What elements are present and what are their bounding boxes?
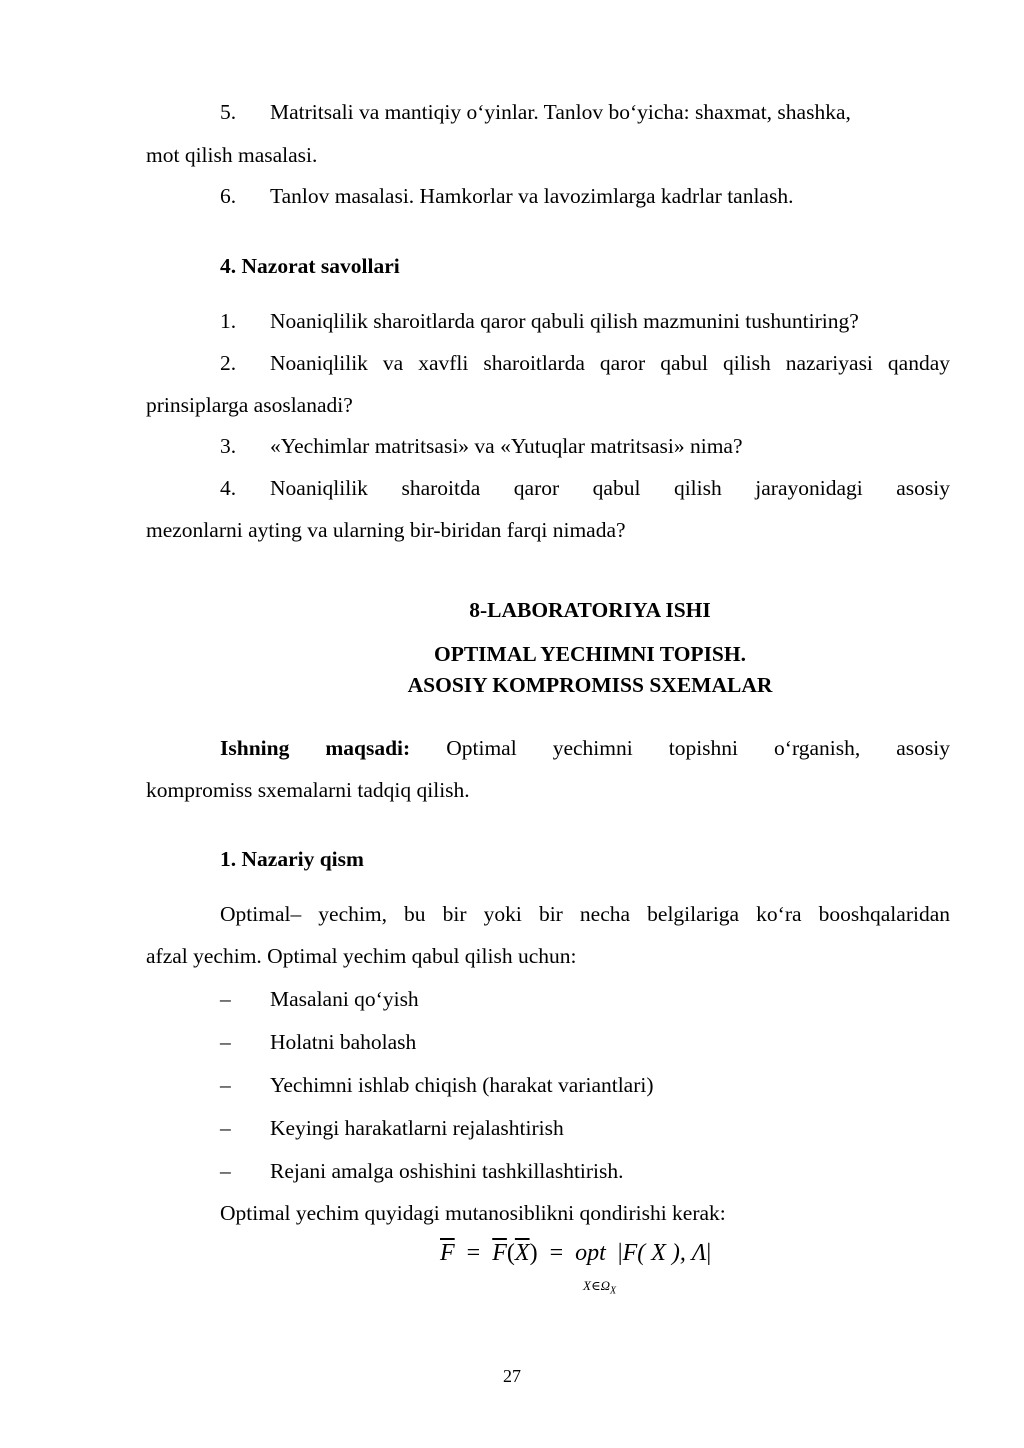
dash-bullet: –	[220, 1116, 231, 1140]
formula-lhs: $\overline{F}$	[440, 1240, 455, 1266]
goal-line	[220, 736, 950, 761]
dash-bullet: –	[220, 987, 231, 1011]
goal-label: Ishning maqsadi:	[220, 736, 411, 760]
question-number: 3.	[220, 434, 237, 458]
formula-subscript: $X\in\Omega_X$	[583, 1278, 617, 1297]
bullet-text: Masalani qo‘yish	[270, 987, 419, 1011]
question-text-continued: mezonlarni ayting va ularning bir-biridan farqi nimada?	[146, 518, 626, 542]
paragraph-line: afzal yechim. Optimal yechim qabul qilish uchun:	[146, 944, 577, 968]
question-text: Noaniqlilik sharoitlarda qaror qabuli qilish mazmunini tushuntiring?	[270, 309, 859, 333]
formula-function: $\overline{F}$	[492, 1240, 507, 1266]
formula-subscript-index: X	[609, 1285, 617, 1297]
question-text-continued: prinsiplarga asoslanadi?	[146, 393, 353, 417]
formula-argument: $\overline{X}$	[514, 1240, 530, 1266]
question-text: Noaniqlilik va xavfli sharoitlarda qaror qabul qilish nazariyasi qanday	[270, 351, 950, 375]
formula-operator: opt	[575, 1240, 606, 1266]
list-number: 6.	[220, 184, 237, 208]
question-text: «Yechimlar matritsasi» va «Yutuqlar matritsasi» nima?	[270, 434, 743, 458]
formula-equals: =	[466, 1240, 481, 1266]
bullet-text: Holatni baholash	[270, 1030, 417, 1054]
formula-equals: =	[549, 1240, 564, 1266]
list-item-text-continued: mot qilish masalasi.	[146, 143, 318, 167]
lab-title: 8-LABORATORIYA ISHI	[469, 598, 711, 622]
section-title: 1. Nazariy qism	[220, 847, 364, 871]
dash-bullet: –	[220, 1030, 231, 1054]
list-item-text: Matritsali va mantiqiy o‘yinlar. Tanlov bo‘yicha: shaxmat, shashka,	[270, 100, 851, 124]
bullet-text: Rejani amalga oshishini tashkillashtirish.	[270, 1159, 624, 1183]
bullet-text: Yechimni ishlab chiqish (harakat variantlari)	[270, 1073, 654, 1097]
list-number: 5.	[220, 100, 237, 124]
paragraph-line: Optimal– yechim, bu bir yoki bir necha belgilariga ko‘ra booshqalaridan	[220, 902, 950, 926]
bullet-text: Keyingi harakatlarni rejalashtirish	[270, 1116, 564, 1140]
dash-bullet: –	[220, 1159, 231, 1183]
question-number: 1.	[220, 309, 237, 333]
question-text: Noaniqlilik sharoitda qaror qabul qilish jarayonidagi asosiy	[270, 476, 950, 500]
question-number: 2.	[220, 351, 237, 375]
formula-intro: Optimal yechim quyidagi mutanosiblikni qondirishi kerak:	[220, 1201, 726, 1225]
question-number: 4.	[220, 476, 237, 500]
optimality-formula: $\overline{F} = \overline{F}(\overline{X})$ = opt |F( X ), Λ|	[440, 1240, 712, 1266]
goal-text-continued: kompromiss sxemalarni tadqiq qilish.	[146, 778, 470, 802]
dash-bullet: –	[220, 1073, 231, 1097]
section-title: 4. Nazorat savollari	[220, 254, 400, 278]
formula-body: F( X ), Λ	[622, 1240, 707, 1266]
page-number: 27	[503, 1366, 521, 1386]
list-item-text: Tanlov masalasi. Hamkorlar va lavozimlarga kadrlar tanlash.	[270, 184, 794, 208]
lab-subtitle: OPTIMAL YECHIMNI TOPISH.	[433, 642, 746, 666]
lab-subtitle: ASOSIY KOMPROMISS SXEMALAR	[407, 673, 773, 697]
goal-text: Optimal yechimni topishni o‘rganish, asosiy	[446, 736, 951, 760]
